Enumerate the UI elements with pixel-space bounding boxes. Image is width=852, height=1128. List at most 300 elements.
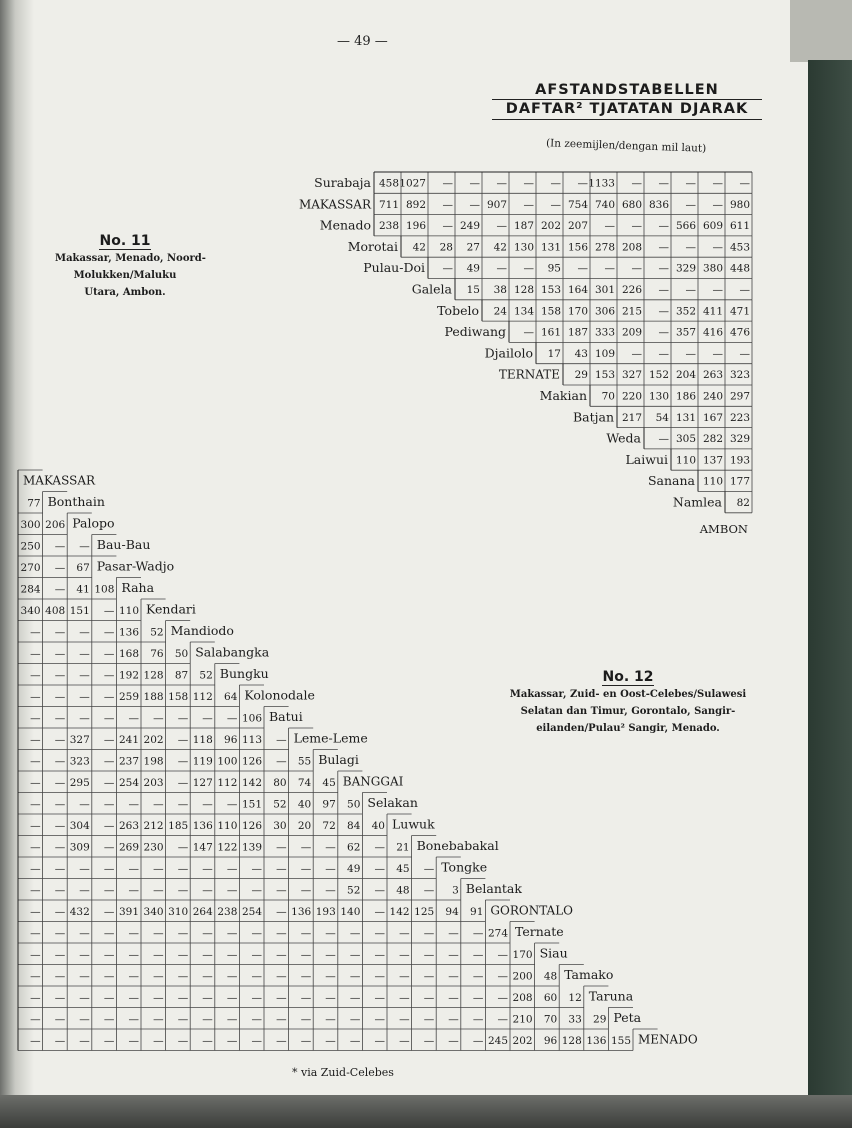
t12-cell-value: 97 [322,798,336,811]
t12-cell-value: — [448,1035,459,1047]
t12-cell-value: 136 [192,820,213,832]
t12-cell-value: 128 [561,1035,582,1047]
t12-cell-value: — [54,1013,66,1026]
t12-cell-value: — [30,648,41,660]
t11-cell-value: — [658,326,669,339]
t12-cell-value: — [325,1035,336,1047]
t12-cell-value: — [103,1013,115,1026]
t12-cell-value: 126 [241,755,262,768]
t12-cell-value: — [276,863,287,875]
t11-cell-value: — [469,177,480,190]
t12-cell-value: 210 [512,1013,533,1026]
t11-cell-value: — [658,220,669,233]
t11-cell-value: — [685,198,696,211]
t11-cell-value: 380 [702,262,723,275]
t12-cell-value: 87 [174,669,189,682]
t12-row-label: GORONTALO [490,903,574,918]
section-11-desc-line: Molukken/Maluku [73,270,177,281]
t12-cell-value: 108 [94,583,115,596]
t12-cell-value: — [202,949,213,961]
t11-cell-value: 329 [729,433,750,446]
t11-cell-value: 329 [675,262,696,275]
t11-cell-value: — [712,241,723,254]
t11-row-label: Pulau-Doi [363,260,425,276]
t12-cell-value: — [128,1035,139,1047]
t12-cell-value: 52 [347,884,361,897]
t12-cell-value: 203 [143,777,164,789]
section-11-number: No. 11 [99,233,151,249]
t12-cell-value: 391 [118,906,139,918]
section-12-number: No. 12 [602,669,654,685]
t12-cell-value: 77 [27,497,41,510]
t12-cell-value: — [153,992,164,1004]
t12-cell-value: — [423,949,435,961]
t12-cell-value: — [325,863,336,875]
t12-cell-value: 198 [143,755,164,768]
t12-cell-value: — [54,734,66,746]
t12-row-label: Bonthain [47,494,105,509]
t11-cell-value: 357 [675,326,696,339]
t11-cell-value: 282 [702,433,723,446]
t12-cell-value: — [251,949,262,961]
t12-cell-value: 139 [241,841,262,854]
t12-cell-value: 41 [76,583,90,596]
t12-row-label: BANGGAI [342,774,404,789]
t11-cell-value: 240 [702,390,723,403]
t12-cell-value: — [251,992,262,1004]
t12-cell-value: 192 [118,669,139,682]
t12-row-label: Mandiodo [170,623,234,638]
t11-cell-value: 711 [378,198,399,211]
t12-cell-value: — [54,669,66,682]
t12-cell-value: 158 [168,691,189,703]
t12-cell-value: — [472,1035,484,1047]
t11-cell-value: 217 [621,411,642,424]
t12-cell-value: 170 [512,949,533,961]
t11-cell-value: 164 [567,284,588,296]
t12-cell-value: — [30,626,41,639]
t12-cell-value: — [349,970,361,983]
t12-cell-value: — [251,1035,262,1047]
t12-cell-value: — [226,863,238,875]
t12-cell-value: 84 [347,820,361,832]
t12-cell-value: — [128,949,139,961]
t12-cell-value: 300 [20,519,41,531]
t11-cell-value: 134 [513,305,534,318]
t12-cell-value: 155 [610,1035,631,1047]
t11-cell-value: — [496,177,507,190]
t12-cell-value: — [103,863,115,875]
t12-cell-value: 340 [20,605,41,617]
t12-cell-value: — [472,927,484,940]
t11-cell-value: — [685,347,696,360]
t12-cell-value: — [226,992,238,1004]
t12-cell-value: — [177,927,189,940]
t11-cell-value: 110 [702,475,723,488]
t11-cell-value: 158 [540,305,561,318]
t11-cell-value: 156 [567,241,588,254]
t12-cell-value: — [202,927,213,940]
t11-cell-value: — [550,177,561,190]
t11-cell-value: 29 [574,369,588,382]
t11-row-label: Djailolo [484,345,533,361]
t11-cell-value: 131 [540,241,561,254]
t12-cell-value: — [79,863,90,875]
t12-cell-value: — [276,949,287,961]
t12-cell-value: — [423,927,435,940]
t12-cell-value: — [177,712,189,725]
t11-cell-value: — [658,305,669,318]
t12-cell-value: — [54,583,66,596]
t12-cell-value: — [325,884,336,897]
t12-cell-value: — [54,798,66,811]
t12-cell-value: — [251,927,262,940]
t11-cell-value: 305 [675,433,696,446]
t12-row-label: Raha [121,580,155,595]
t12-cell-value: 64 [224,691,238,703]
t12-cell-value: — [153,970,164,983]
t12-cell-value: 110 [217,820,238,832]
t12-cell-value: — [325,949,336,961]
t11-cell-value: — [658,284,669,296]
t12-row-label: Bonebabakal [416,838,499,853]
units-note: (In zeemijlen/dengan mil laut) [545,137,707,155]
t11-cell-value: — [658,433,669,446]
t11-cell-value: 110 [675,454,696,467]
t11-cell-value: 204 [675,369,696,382]
t12-cell-value: — [30,712,41,725]
t12-cell-value: — [54,691,66,703]
t12-cell-value: — [251,970,262,983]
t12-cell-value: — [177,884,189,897]
t12-cell-value: 112 [192,691,213,703]
t12-cell-value: — [276,884,287,897]
t12-cell-value: 254 [118,777,139,789]
t12-cell-value: — [177,949,189,961]
t12-cell-value: — [103,927,115,940]
t11-cell-value: — [523,326,534,339]
t12-cell-value: — [448,1013,459,1026]
t12-cell-value: — [448,970,459,983]
t11-cell-value: — [685,284,696,296]
t12-cell-value: 245 [487,1035,508,1047]
t12-cell-value: 62 [347,841,361,854]
t11-cell-value: 301 [594,284,615,296]
t12-cell-value: — [497,949,508,961]
t12-cell-value: — [30,906,41,918]
t12-cell-value: — [374,949,385,961]
t12-cell-value: 96 [543,1035,558,1047]
t12-cell-value: — [300,884,312,897]
t11-row-label: Laiwui [625,451,668,467]
t12-cell-value: 323 [69,755,90,768]
t11-cell-value: 42 [493,241,507,254]
section-11-desc-line: Utara, Ambon. [84,287,166,298]
t12-cell-value: — [103,798,115,811]
t12-cell-value: 340 [143,906,164,918]
t12-cell-value: 264 [192,906,213,918]
t12-cell-value: — [79,798,90,811]
section-12-desc-line: Makassar, Zuid- en Oost-Celebes/Sulawesi [509,689,747,700]
t12-row-label: Taruna [588,988,634,1004]
t12-cell-value: 67 [76,562,90,574]
t12-cell-value: — [103,970,115,983]
t12-cell-value: — [202,1013,213,1026]
t12-cell-value: 208 [512,992,533,1004]
t12-cell-value: — [103,712,115,725]
t11-cell-value: 249 [459,220,480,233]
t12-cell-value: — [300,927,312,940]
t12-cell-value: 238 [217,906,238,918]
t12-cell-value: 112 [217,777,238,789]
t12-cell-value: 295 [69,777,90,789]
t11-cell-value: 186 [675,390,696,403]
t12-cell-value: — [54,755,66,768]
t12-cell-value: 270 [20,562,41,574]
t12-cell-value: — [30,884,41,897]
t12-cell-value: — [103,605,115,617]
t12-cell-value: — [349,949,361,961]
t11-cell-value: 306 [594,305,615,318]
t12-cell-value: 127 [192,777,213,789]
t12-cell-value: — [79,927,90,940]
t12-cell-value: 202 [512,1035,533,1047]
t11-cell-value: — [712,284,723,296]
t12-cell-value: 304 [69,820,90,832]
t12-row-label: Batui [269,709,303,724]
t12-cell-value: — [276,1035,287,1047]
t12-cell-value: — [226,1013,238,1026]
t12-cell-value: — [202,863,213,875]
t12-cell-value: — [374,906,385,918]
t12-cell-value: 106 [241,712,262,725]
t12-cell-value: 110 [118,605,139,617]
t12-cell-value: 188 [143,691,164,703]
t12-cell-value: — [374,1013,385,1026]
t12-cell-value: — [153,1013,164,1026]
t11-cell-value: 411 [702,305,723,318]
t11-cell-value: 38 [493,284,507,296]
t11-cell-value: 566 [675,220,696,233]
t12-row-label: Tamako [564,967,614,982]
t11-cell-value: 263 [702,369,723,382]
t11-row-label: Morotai [347,238,398,254]
t12-cell-value: — [103,734,115,746]
t12-cell-value: — [325,970,336,983]
t12-cell-value: 52 [150,626,164,639]
t12-cell-value: — [300,970,312,983]
t12-cell-value: 100 [217,755,238,768]
t12-cell-value: 21 [396,841,410,854]
t12-cell-value: 126 [241,820,262,832]
t12-cell-value: 74 [297,777,312,789]
t12-cell-value: — [30,734,41,746]
t12-cell-value: — [79,992,90,1004]
t11-row-label: TERNATE [498,367,560,382]
t11-cell-value: — [739,177,750,190]
t12-cell-value: — [128,992,139,1004]
t12-cell-value: — [226,949,238,961]
t12-cell-value: — [251,1013,262,1026]
t11-row-label: Sanana [647,473,695,489]
t11-cell-value: 215 [621,305,642,318]
t12-cell-value: — [399,949,410,961]
t12-cell-value: — [300,863,312,875]
t12-cell-value: — [300,1035,312,1047]
t12-cell-value: — [54,970,66,983]
t11-cell-value: 167 [702,411,723,424]
t12-cell-value: 200 [512,970,533,983]
t11-cell-value: 448 [729,262,750,275]
t11-cell-value: — [550,198,561,211]
section-11-desc-line: Makassar, Menado, Noord- [55,253,206,264]
t11-cell-value: — [496,220,507,233]
t12-cell-value: — [276,906,287,918]
t12-cell-value: — [177,734,189,746]
t12-cell-value: 241 [118,734,139,746]
t12-row-label: MAKASSAR [23,473,96,488]
t12-cell-value: 151 [69,605,90,617]
t12-cell-value: — [399,970,410,983]
t12-cell-value: 136 [291,906,312,918]
t12-cell-value: 432 [69,906,90,918]
t12-cell-value: — [54,927,66,940]
t11-cell-value: — [631,347,642,360]
t12-cell-value: — [128,863,139,875]
t12-row-label: Bau-Bau [96,537,151,552]
t12-cell-value: — [103,949,115,961]
t12-cell-value: — [472,970,484,983]
t12-cell-value: 55 [297,755,312,768]
t11-cell-value: 82 [736,497,750,509]
t12-cell-value: — [325,841,336,854]
t11-row-label: Menado [319,217,371,233]
t11-row-label: Tobelo [437,302,479,318]
t12-cell-value: — [423,1013,435,1026]
t12-row-label: Siau [539,945,568,961]
t12-cell-value: — [300,1013,312,1026]
t12-cell-value: 33 [568,1013,582,1026]
t11-cell-value: — [577,262,588,275]
t12-cell-value: — [128,927,139,940]
t11-cell-value: — [631,177,642,190]
t12-cell-value: — [103,669,115,682]
t12-cell-value: — [177,755,189,768]
t11-cell-value: 476 [729,326,750,339]
t12-cell-value: — [497,1013,508,1026]
t12-cell-value: — [276,992,287,1004]
t12-cell-value: 263 [118,820,139,832]
t12-row-label: Palopo [72,515,115,531]
main-title: AFSTANDSTABELLEN [492,82,762,100]
t12-cell-value: 202 [143,734,164,746]
footnote: * via Zuid-Celebes [292,1066,394,1079]
t11-row-label: Makian [539,388,587,403]
t12-cell-value: — [177,1013,189,1026]
t11-cell-value: — [685,241,696,254]
t12-cell-value: — [472,1013,484,1026]
t12-cell-value: — [79,884,90,897]
t12-cell-value: 52 [273,798,287,811]
t12-cell-value: — [79,626,90,639]
t11-cell-value: — [658,347,669,360]
t12-cell-value: — [153,863,164,875]
t12-cell-value: — [202,884,213,897]
t12-cell-value: — [79,1013,90,1026]
t12-cell-value: 250 [20,540,41,553]
t12-cell-value: — [325,927,336,940]
t12-cell-value: 142 [389,906,410,918]
t12-cell-value: 125 [414,906,435,918]
t12-cell-value: 48 [543,970,558,983]
t12-cell-value: — [103,884,115,897]
t12-cell-value: — [153,884,164,897]
t11-cell-value: — [442,177,453,190]
t12-cell-value: 113 [241,734,262,746]
t12-cell-value: — [30,970,41,983]
t12-cell-value: 49 [347,863,361,875]
t12-cell-value: 45 [396,863,410,875]
t11-cell-value: 323 [729,369,750,382]
t12-cell-value: — [103,1035,115,1047]
t12-cell-value: 50 [347,798,361,811]
t11-cell-value: — [523,177,534,190]
t11-cell-value: 153 [540,284,561,296]
t12-cell-value: — [423,970,435,983]
t12-cell-value: 185 [168,820,189,832]
page-number: — 49 — [337,34,388,49]
t12-cell-value: — [103,992,115,1004]
page-shadow [0,1095,852,1128]
t12-cell-value: 269 [118,841,139,854]
t12-cell-value: — [30,949,41,961]
t12-cell-value: 274 [487,927,508,940]
t12-cell-value: — [374,970,385,983]
t12-row-label: Pasar-Wadjo [96,558,175,574]
t12-cell-value: — [423,884,435,897]
t11-cell-value: — [685,177,696,190]
t11-cell-value: — [631,262,642,275]
t12-cell-value: — [202,712,213,725]
t12-cell-value: — [472,992,484,1004]
t12-cell-value: 45 [322,777,336,789]
t12-cell-value: — [54,626,66,639]
t12-cell-value: 96 [224,734,238,746]
t12-cell-value: 122 [217,841,238,854]
t11-cell-value: 220 [621,390,642,403]
t11-cell-value: 196 [405,220,426,233]
t12-row-label: Peta [613,1010,642,1025]
t12-cell-value: 284 [20,583,41,596]
t12-cell-value: 212 [143,820,164,832]
t11-cell-value: 740 [594,198,615,211]
t12-cell-value: — [79,691,90,703]
t12-row-label: Luwuk [392,816,435,832]
t12-cell-value: — [276,755,287,768]
t12-cell-value: 151 [241,798,262,811]
t12-cell-value: — [177,992,189,1004]
t12-cell-value: — [103,777,115,789]
t11-cell-value: 680 [621,198,642,211]
t12-cell-value: — [349,1035,361,1047]
t12-cell-value: — [54,562,66,574]
t12-cell-value: — [54,540,66,553]
t11-cell-value: 352 [675,305,696,318]
t11-cell-value: 207 [567,220,588,233]
t12-cell-value: — [79,712,90,725]
t11-cell-value: 223 [729,411,750,424]
t11-cell-value: 109 [594,347,615,360]
